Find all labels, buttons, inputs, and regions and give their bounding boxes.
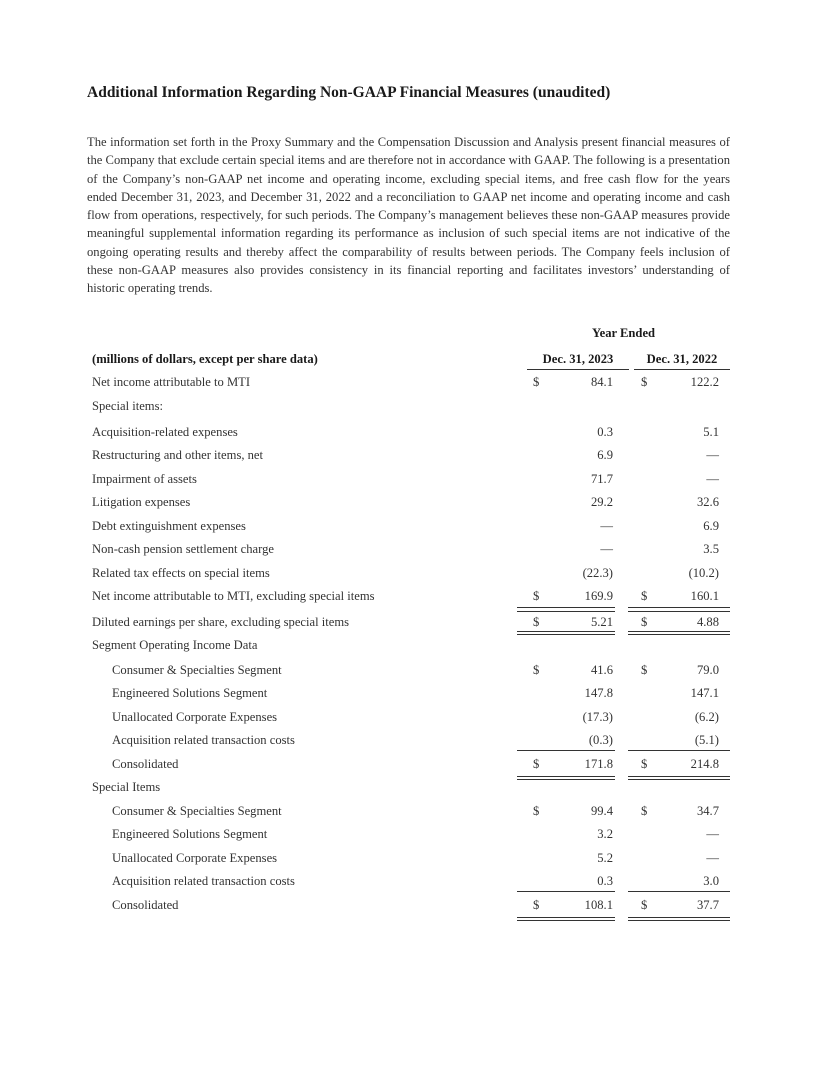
value-2022: 37.7 [696,898,719,912]
dollar-sign-2022: $ [641,615,648,629]
value-2023: 71.7 [590,472,613,486]
total-rule [517,634,615,635]
table-row [87,542,730,562]
value-2023: 169.9 [584,589,613,603]
total-rule [628,634,730,635]
value-2022: 6.9 [703,519,719,533]
total-rule [517,891,615,892]
value-2022: (6.2) [694,710,719,724]
row-label: Debt extinguishment expenses [92,519,246,533]
dollar-sign-2023: $ [533,615,540,629]
value-2022: 5.1 [703,425,719,439]
value-2023: — [600,542,613,556]
table-row [87,566,730,586]
table-row [87,710,730,730]
dollar-sign-2023: $ [533,663,540,677]
total-rule [517,917,615,918]
total-rule [628,917,730,918]
value-2022: 160.1 [690,589,719,603]
dollar-sign-2022: $ [641,663,648,677]
row-label: Segment Operating Income Data [92,638,258,652]
row-label: Net income attributable to MTI [92,375,251,389]
row-label: Related tax effects on special items [92,566,270,580]
table-row [87,898,730,918]
table-row [87,804,730,824]
value-2023: 41.6 [590,663,613,677]
table-row [87,399,730,419]
intro-paragraph: The information set forth in the Proxy Summary and the Compensation Discussion and Analysis present financial measures of the Company that exclude certain special items and are therefore not in accordance with GAAP. The following is a presentation of the Company’s non-GAAP net income and operating income, excluding special items, and free cash flow for the years ended December 31, 2023, and December 31, 2022 and a reconciliation to GAAP net income and operating income and cash flow from operations, respectively, for such periods. The Company’s management believes these non-GAAP measures provide meaningful supplemental information regarding its performance as inclusion of such special items are not indicative of the ongoing operating results and thereby affect the comparability of results between periods. The Company feels inclusion of these non-GAAP measures also provides consistency in its financial reporting and facilitates investors’ understanding of historic operating trends. [87,135,730,296]
table-row [87,780,730,800]
units-header: (millions of dollars, except per share data) [92,352,318,366]
row-label: Unallocated Corporate Expenses [112,851,278,865]
value-2023: 147.8 [584,686,613,700]
year-ended-header: Year Ended [591,326,656,340]
total-rule [628,607,730,608]
value-2023: 6.9 [597,448,613,462]
table-row [87,827,730,847]
table-row [87,448,730,468]
total-rule [517,779,615,780]
row-label: Unallocated Corporate Expenses [112,710,278,724]
value-2022: — [706,827,719,841]
table-row [87,425,730,445]
table-row [87,519,730,539]
table-row [87,615,730,635]
row-label: Diluted earnings per share, excluding special items [92,615,350,629]
row-label: Net income attributable to MTI, excluding special items [92,589,375,603]
value-2023: 0.3 [597,874,613,888]
table-row [87,375,730,395]
total-rule [628,920,730,921]
value-2022: (5.1) [694,733,719,747]
value-2023: (17.3) [582,710,613,724]
total-rule [628,891,730,892]
total-rule [517,631,615,632]
table-row [87,638,730,658]
total-rule [628,631,730,632]
row-label: Acquisition related transaction costs [112,874,295,888]
row-label: Consolidated [112,898,179,912]
dollar-sign-2022: $ [641,589,648,603]
row-label: Engineered Solutions Segment [112,686,268,700]
non-gaap-table [87,325,730,925]
value-2023: 171.8 [584,757,613,771]
row-label: Acquisition-related expenses [92,425,238,439]
value-2023: (0.3) [588,733,613,747]
total-rule [628,776,730,777]
total-rule [628,611,730,612]
total-rule [517,920,615,921]
total-rule [517,611,615,612]
row-label: Consumer & Specialties Segment [112,804,282,818]
row-label: Consumer & Specialties Segment [112,663,282,677]
row-label: Special items: [92,399,163,413]
dollar-sign-2023: $ [533,589,540,603]
value-2023: 29.2 [590,495,613,509]
value-2023: 108.1 [584,898,613,912]
value-2023: 0.3 [597,425,613,439]
col-2023-header: Dec. 31, 2023 [527,352,629,370]
value-2022: 214.8 [690,757,719,771]
table-row [87,589,730,609]
value-2022: 34.7 [696,804,719,818]
value-2022: 3.5 [703,542,719,556]
row-label: Consolidated [112,757,179,771]
dollar-sign-2023: $ [533,757,540,771]
total-rule [628,779,730,780]
row-label: Engineered Solutions Segment [112,827,268,841]
value-2023: 99.4 [590,804,613,818]
value-2023: 5.21 [590,615,613,629]
row-label: Litigation expenses [92,495,191,509]
value-2022: 4.88 [696,615,719,629]
table-row [87,472,730,492]
table-row [87,686,730,706]
dollar-sign-2022: $ [641,375,648,389]
table-row [87,495,730,515]
value-2022: 147.1 [690,686,719,700]
value-2022: (10.2) [688,566,719,580]
value-2022: 3.0 [703,874,719,888]
value-2022: — [706,448,719,462]
total-rule [517,750,615,751]
dollar-sign-2023: $ [533,898,540,912]
row-label: Impairment of assets [92,472,197,486]
dollar-sign-2022: $ [641,898,648,912]
table-row [87,663,730,683]
value-2023: (22.3) [582,566,613,580]
value-2022: — [706,472,719,486]
page-title: Additional Information Regarding Non-GAAP Financial Measures (unaudited) [87,84,611,101]
value-2022: 122.2 [690,375,719,389]
total-rule [517,776,615,777]
value-2023: 5.2 [597,851,613,865]
value-2023: 84.1 [590,375,613,389]
value-2022: 32.6 [696,495,719,509]
table-row [87,851,730,871]
col-2022-header: Dec. 31, 2022 [634,352,730,370]
total-rule [628,750,730,751]
row-label: Special Items [92,780,161,794]
row-label: Acquisition related transaction costs [112,733,295,747]
total-rule [517,607,615,608]
dollar-sign-2022: $ [641,757,648,771]
row-label: Non-cash pension settlement charge [92,542,274,556]
table-row [87,757,730,777]
value-2022: 79.0 [696,663,719,677]
row-label: Restructuring and other items, net [92,448,264,462]
dollar-sign-2023: $ [533,375,540,389]
value-2023: 3.2 [597,827,613,841]
dollar-sign-2023: $ [533,804,540,818]
dollar-sign-2022: $ [641,804,648,818]
value-2022: — [706,851,719,865]
value-2023: — [600,519,613,533]
